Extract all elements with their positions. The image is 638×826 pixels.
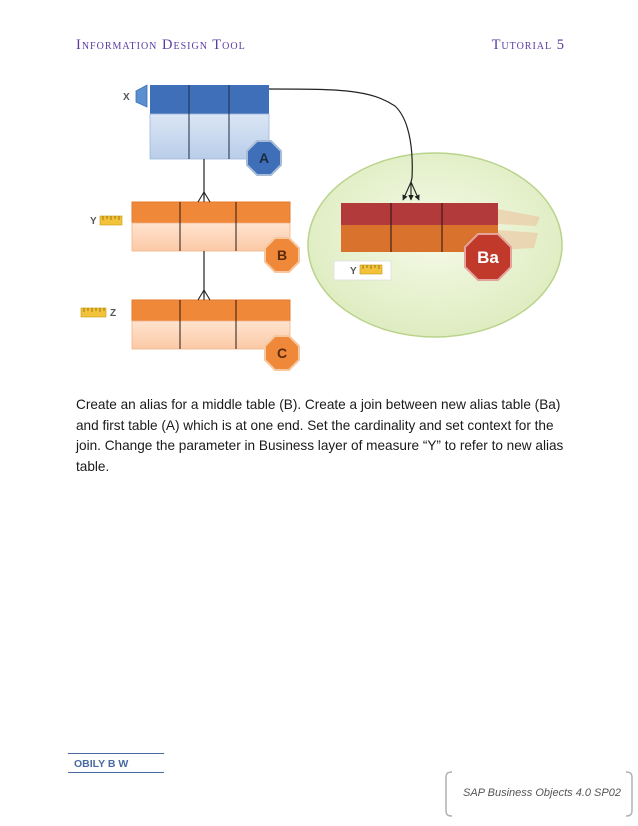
measure-z-label: Z [110, 308, 117, 319]
alias-measure-y [334, 261, 391, 280]
badge-c [265, 336, 299, 370]
badge-c-label: C [276, 345, 288, 361]
badge-a-label: A [258, 150, 270, 166]
crowfoot-a-b [198, 192, 210, 202]
table-b[interactable] [132, 202, 290, 251]
body-paragraph: Create an alias for a middle table (B). Create a join between new alias table (Ba) and first table (A) which is at one end. Set the cardinality and set context for the join. Change the parameter in Business layer of measure “Y” to refer to new alias table. [76, 397, 564, 474]
table-c[interactable] [132, 300, 290, 349]
measure-y-ruler-icon [100, 216, 122, 225]
badge-a [247, 141, 281, 175]
measure-x-label: X [123, 92, 130, 103]
footer-product-label: SAP Business Objects 4.0 SP02 [463, 787, 621, 799]
measure-z-ruler-icon [81, 308, 106, 317]
author-top-rule [68, 753, 164, 754]
badge-b [265, 238, 299, 272]
badge-ba-label: Ba [477, 248, 499, 267]
measure-x-icon [136, 85, 147, 107]
author-name: OBILY B W [74, 758, 129, 770]
crowfoot-b-c [198, 290, 210, 300]
badge-b-label: B [276, 247, 288, 263]
measure-y-label: Y [90, 216, 97, 227]
badge-ba [465, 234, 511, 280]
header-title: Information Design Tool [76, 37, 246, 53]
schema-diagram [70, 78, 570, 378]
author-bottom-rule [68, 772, 164, 773]
alias-measure-y-label: Y [350, 266, 357, 277]
header-tutorial-label: Tutorial 5 [491, 37, 565, 53]
